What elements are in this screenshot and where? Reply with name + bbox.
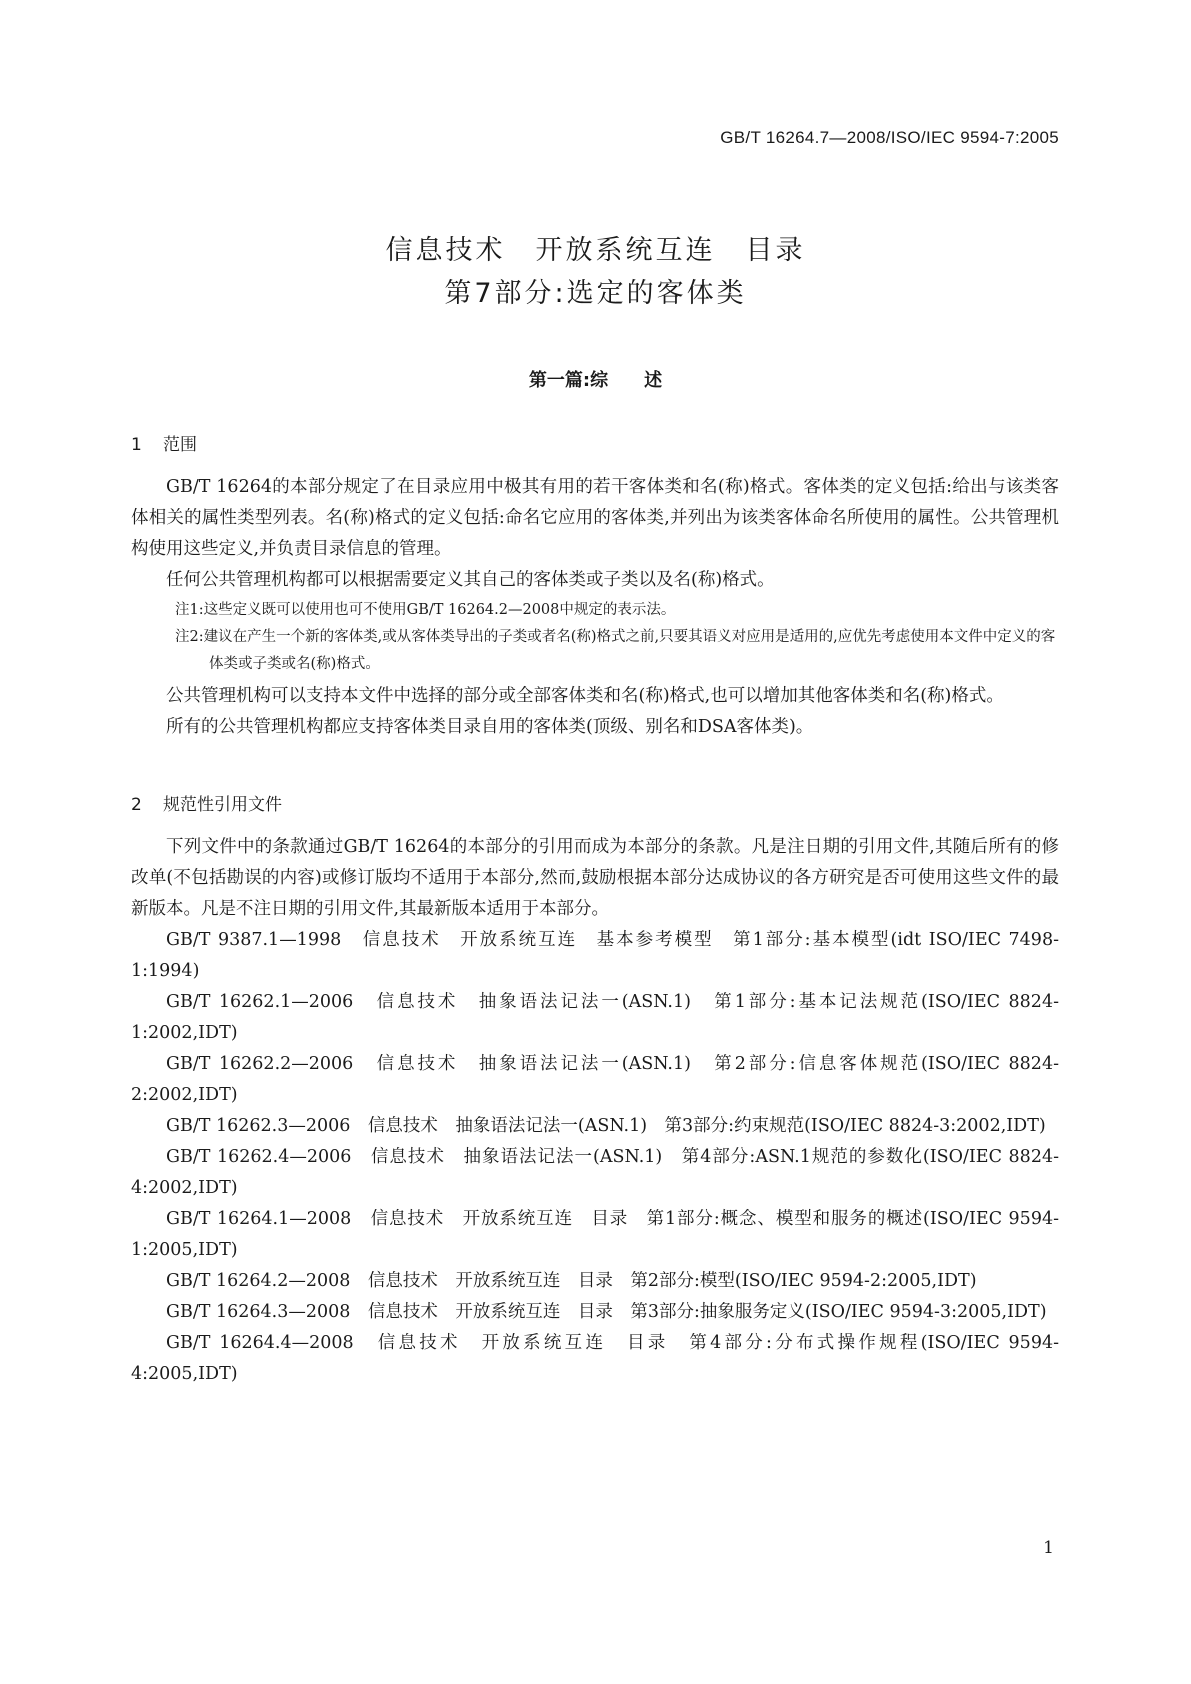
- reference-item: GB/T 16262.2—2006 信息技术 抽象语法记法一(ASN.1) 第2部分:信息客体规范(ISO/IEC 8824-2:2002,IDT): [131, 1054, 1059, 1105]
- reference-item: GB/T 16264.2—2008 信息技术 开放系统互连 目录 第2部分:模型(ISO/IEC 9594-2:2005,IDT): [166, 1271, 977, 1291]
- section-1-notes: [131, 597, 1059, 678]
- reference-item: GB/T 16262.3—2006 信息技术 抽象语法记法一(ASN.1) 第3部分:约束规范(ISO/IEC 8824-3:2002,IDT): [166, 1116, 1046, 1136]
- section-1-body: [131, 472, 1059, 596]
- section-2-body: [131, 832, 1059, 1390]
- reference-item: GB/T 16264.1—2008 信息技术 开放系统互连 目录 第1部分:概念、模型和服务的概述(ISO/IEC 9594-1:2005,IDT): [131, 1209, 1059, 1260]
- reference-item: GB/T 16264.4—2008 信息技术 开放系统互连 目录 第4部分:分布式操作规程(ISO/IEC 9594-4:2005,IDT): [131, 1333, 1059, 1384]
- section-title: 规范性引用文件: [163, 795, 282, 815]
- section-title: 范围: [163, 435, 197, 455]
- paragraph: 下列文件中的条款通过GB/T 16264的本部分的引用而成为本部分的条款。凡是注日期的引用文件,其随后所有的修改单(不包括勘误的内容)或修订版均不适用于本部分,然而,鼓励根据本部分达成协议的各方研究是否可使用这些文件的最新版本。凡是不注日期的引用文件,其最新版本适用于本部分。: [131, 837, 1059, 919]
- note: 注2:建议在产生一个新的客体类,或从客体类导出的子类或者名(称)格式之前,只要其语义对应用是适用的,应优先考虑使用本文件中定义的客体类或子类或名(称)格式。: [175, 629, 1056, 672]
- section-number: 1: [131, 435, 142, 455]
- reference-item: GB/T 16262.4—2006 信息技术 抽象语法记法一(ASN.1) 第4部分:ASN.1规范的参数化(ISO/IEC 8824-4:2002,IDT): [131, 1147, 1059, 1198]
- paragraph: 任何公共管理机构都可以根据需要定义其自己的客体类或子类以及名(称)格式。: [166, 570, 775, 590]
- part-title: 第一篇:综 述: [528, 370, 663, 391]
- reference-item: GB/T 9387.1—1998 信息技术 开放系统互连 基本参考模型 第1部分:基本模型(idt ISO/IEC 7498-1:1994): [131, 930, 1059, 981]
- paragraph: 公共管理机构可以支持本文件中选择的部分或全部客体类和名(称)格式,也可以增加其他客体类和名(称)格式。: [166, 686, 1004, 706]
- note: 注1:这些定义既可以使用也可不使用GB/T 16264.2—2008中规定的表示法。: [175, 602, 676, 618]
- document-title-line1: 信息技术 开放系统互连 目录: [385, 235, 806, 266]
- standard-number-header: GB/T 16264.7—2008/ISO/IEC 9594-7:2005: [720, 128, 1059, 147]
- section-1-body-continued: [131, 681, 1059, 743]
- document-title-line2: 第7部分:选定的客体类: [444, 278, 747, 309]
- reference-item: GB/T 16262.1—2006 信息技术 抽象语法记法一(ASN.1) 第1部分:基本记法规范(ISO/IEC 8824-1:2002,IDT): [131, 992, 1059, 1043]
- paragraph: GB/T 16264的本部分规定了在目录应用中极其有用的若干客体类和名(称)格式。客体类的定义包括:给出与该类客体相关的属性类型列表。名(称)格式的定义包括:命名它应用的客体类,并列出为该类客体命名所使用的属性。公共管理机构使用这些定义,并负责目录信息的管理。: [131, 477, 1059, 559]
- reference-item: GB/T 16264.3—2008 信息技术 开放系统互连 目录 第3部分:抽象服务定义(ISO/IEC 9594-3:2005,IDT): [166, 1302, 1047, 1322]
- paragraph: 所有的公共管理机构都应支持客体类目录自用的客体类(顶级、别名和DSA客体类)。: [166, 717, 814, 737]
- section-1-heading: [131, 430, 197, 455]
- section-number: 2: [131, 795, 142, 815]
- section-2-heading: [131, 790, 282, 815]
- page-number: 1: [1043, 1538, 1054, 1558]
